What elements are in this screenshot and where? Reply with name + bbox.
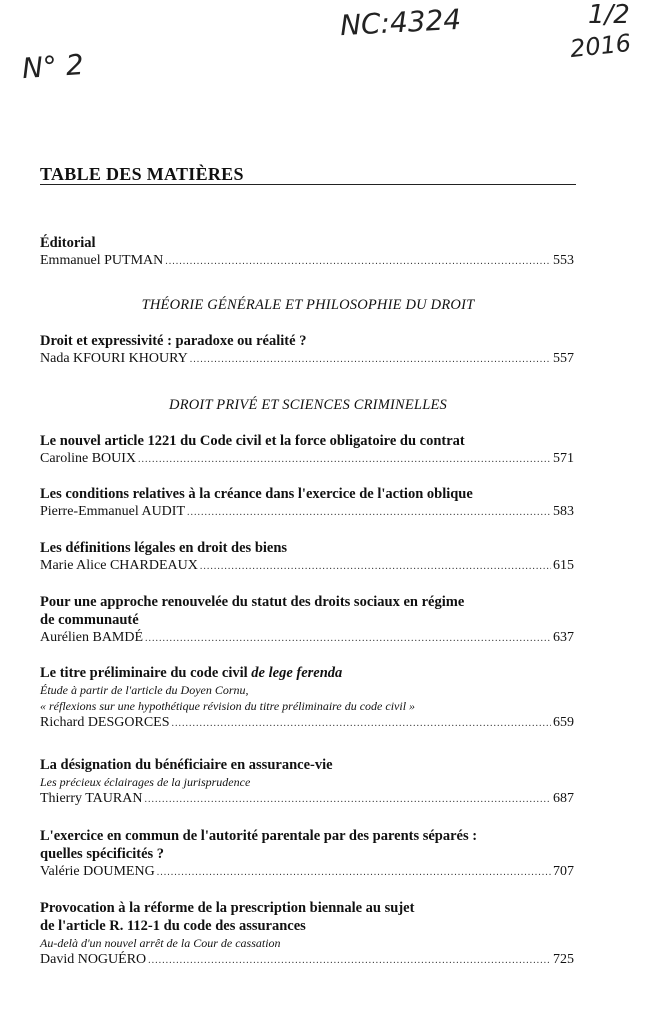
entry-page: 557 — [553, 351, 574, 366]
entry-page: 687 — [553, 791, 574, 806]
entry-title: Droit et expressivité : paradoxe ou réalité ? — [40, 333, 307, 349]
leader-dots — [145, 630, 551, 648]
entry-title-italic: de lege ferenda — [251, 665, 343, 681]
toc-entry — [40, 432, 574, 469]
entry-page: 707 — [553, 864, 574, 879]
toc-entry — [40, 899, 574, 970]
toc-entry — [40, 593, 574, 648]
entry-author: Nada KFOURI KHOURY — [40, 351, 188, 366]
entry-page: 615 — [553, 558, 574, 573]
entry-author-line — [40, 951, 574, 970]
entry-page: 637 — [553, 630, 574, 645]
entry-author: Thierry TAURAN — [40, 791, 143, 806]
leader-dots — [165, 253, 551, 271]
handwritten-year: 2016 — [568, 28, 633, 64]
entry-author-line — [40, 714, 574, 733]
entry-author-line — [40, 557, 574, 576]
leader-dots — [148, 952, 551, 970]
entry-page: 659 — [553, 715, 574, 730]
entry-title: L'exercice en commun de l'autorité parentale par des parents séparés : — [40, 828, 478, 844]
entry-page: 725 — [553, 952, 574, 967]
entry-page: 583 — [553, 504, 574, 519]
entry-author: Aurélien BAMDÉ — [40, 630, 144, 645]
entry-title: La désignation du bénéficiaire en assurance-vie — [40, 757, 333, 773]
leader-dots — [200, 558, 551, 576]
section-heading-prive: DROIT PRIVÉ ET SCIENCES CRIMINELLES — [169, 397, 447, 413]
leader-dots — [157, 864, 551, 882]
entry-page: 571 — [553, 451, 574, 466]
entry-title: Le nouvel article 1221 du Code civil et la force obligatoire du contrat — [40, 433, 465, 449]
entry-page: 553 — [553, 253, 574, 268]
entry-subtitle: Étude à partir de l'article du Doyen Cornu, — [40, 683, 249, 697]
handwritten-reference: NC:4324 — [339, 2, 462, 43]
entry-title: Provocation à la réforme de la prescription biennale au sujet — [40, 900, 415, 916]
page-title: TABLE DES MATIÈRES — [40, 164, 244, 184]
entry-author: Pierre-Emmanuel AUDIT — [40, 504, 186, 519]
entry-title — [40, 664, 574, 682]
entry-title-continued: de communauté — [40, 612, 139, 628]
entry-title-text: Le titre préliminaire du code civil — [40, 665, 248, 681]
leader-dots — [172, 715, 552, 733]
entry-author: Caroline BOUIX — [40, 451, 137, 466]
toc-entry — [40, 485, 574, 522]
entry-subtitle: Au-delà d'un nouvel arrêt de la Cour de cassation — [40, 936, 281, 950]
entry-author: David NOGUÉRO — [40, 952, 147, 967]
toc-entry — [40, 827, 574, 882]
section-heading-theorie: THÉORIE GÉNÉRALE ET PHILOSOPHIE DU DROIT — [141, 297, 475, 313]
title-rule — [40, 184, 576, 185]
toc-entry — [40, 664, 574, 733]
toc-entry-editorial — [40, 234, 574, 271]
entry-author-line — [40, 450, 574, 469]
entry-title: Les conditions relatives à la créance dans l'exercice de l'action oblique — [40, 486, 473, 502]
entry-author-line — [40, 790, 574, 809]
entry-author: Emmanuel PUTMAN — [40, 253, 164, 268]
entry-author-line — [40, 252, 574, 271]
leader-dots — [187, 504, 551, 522]
entry-author-line — [40, 503, 574, 522]
entry-title: Éditorial — [40, 235, 96, 251]
toc-entry — [40, 756, 574, 809]
leader-dots — [190, 351, 551, 369]
entry-subtitle: « réflexions sur une hypothétique révision du titre préliminaire du code civil » — [40, 699, 416, 713]
handwritten-number: N° 2 — [20, 47, 85, 86]
handwritten-fraction: 1/2 — [588, 0, 630, 30]
entry-title-continued: quelles spécificités ? — [40, 846, 165, 862]
toc-entry — [40, 539, 574, 576]
entry-author-line — [40, 863, 574, 882]
entry-author: Marie Alice CHARDEAUX — [40, 558, 198, 573]
entry-title: Les définitions légales en droit des biens — [40, 540, 288, 556]
entry-title: Pour une approche renouvelée du statut des droits sociaux en régime — [40, 594, 465, 610]
leader-dots — [138, 451, 551, 469]
entry-author-line — [40, 629, 574, 648]
entry-subtitle: Les précieux éclairages de la jurisprudence — [40, 775, 251, 789]
entry-author-line — [40, 350, 574, 369]
entry-author: Richard DESGORCES — [40, 715, 170, 730]
leader-dots — [144, 791, 551, 809]
entry-title-continued: de l'article R. 112-1 du code des assurances — [40, 918, 306, 934]
entry-author: Valérie DOUMENG — [40, 864, 155, 879]
toc-entry — [40, 332, 574, 369]
